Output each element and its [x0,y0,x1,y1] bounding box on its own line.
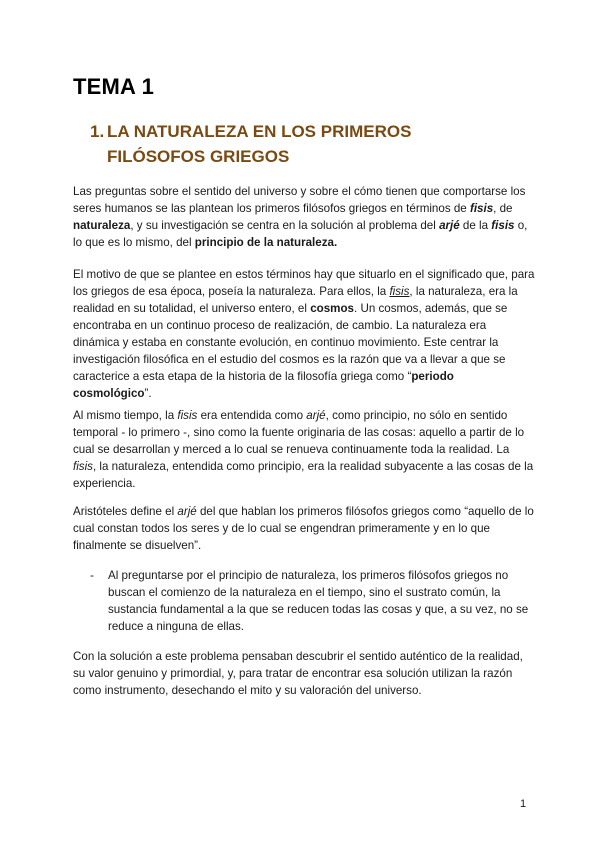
text-run: era entendida como [197,409,307,422]
text-run: Con la solución a este problema pensaban descubrir el sentido auténtico de la realidad, su valor genuino y primordial, y, para tratar de encontrar esa solución utilizan la razón como instrumento, desechando el mito y su valoración del universo. [73,650,523,697]
section-heading [90,119,510,169]
emphasis-term: fisis [491,219,515,232]
paragraph-5 [73,648,535,699]
emphasis-term: arjé [177,505,197,518]
text-run: Al mismo tiempo, la [73,409,178,422]
paragraph-2 [73,266,535,402]
emphasis-term: arjé [306,409,326,422]
section-title-line2: FILÓSOFOS GRIEGOS [107,147,290,166]
section-title-line1: LA NATURALEZA EN LOS PRIMEROS [107,122,412,141]
paragraph-1 [73,183,535,251]
text-run: . Un cosmos, además, que se encontraba en un continuo proceso de realización, de cambio. La naturaleza era dinámica y estaba en constante evolución, en continuo movimiento. Este centrar la investigación filosófica en el estudio del cosmos es la razón que va a llevar a que se caracterice a esta etapa de la historia de la filosofía griega como “ [73,302,508,383]
emphasis-term: fisis [177,409,198,422]
text-run: , y su investigación se centra en la solución al problema del [130,219,440,232]
text-run: , la naturaleza, era la realidad en su totalidad, el universo entero, el [73,285,518,315]
list-item [90,567,535,635]
bold-term: cosmos [310,302,355,315]
text-run: ”. [144,387,152,400]
bold-term: naturaleza [73,219,131,232]
page-title: TEMA 1 [73,74,155,99]
text-run: Aristóteles define el [73,505,178,518]
page-number: 1 [520,798,527,810]
emphasis-term: fisis [389,285,410,298]
text-run: , la naturaleza, entendida como principio, era la realidad subyacente a las cosas de la experiencia. [73,460,534,490]
emphasis-term: arjé [439,219,460,232]
text-run: , de [493,202,513,215]
text-run: El motivo de que se plantee en estos términos hay que situarlo en el significado que, para los griegos de esa época, poseía la naturaleza. Para ellos, la [73,268,535,298]
text-run: de la [459,219,492,232]
list-dash: - [90,569,94,582]
bold-term: principio de la naturaleza. [194,236,338,249]
text-run: Las preguntas sobre el sentido del universo y sobre el cómo tienen que comportarse los seres humanos se las plantean los primeros filósofos griegos en términos de [73,185,526,215]
section-number: 1. [90,122,105,141]
bold-term: periodo cosmológico [73,370,454,400]
paragraph-4 [73,503,535,554]
text-run: , como principio, no sólo en sentido temporal - lo primero -, sino como la fuente originaria de las cosas: aquello a partir de lo cual se desarrollan y merced a lo cual se renueva continuamente toda la realidad. La [73,409,525,456]
emphasis-term: fisis [469,202,494,215]
list-item-text: Al preguntarse por el principio de naturaleza, los primeros filósofos griegos no buscan el comienzo de la naturaleza en el tiempo, sino el sustrato común, la sustancia fundamental a la que se reducen todas las cosas y que, a su vez, no se reduce a ninguna de ellas. [108,569,529,633]
text-run: del que hablan los primeros filósofos griegos como “aquello de lo cual constan todos los seres y de lo cual se engendran primeramente y en lo que finalmente se disuelven”. [73,505,534,552]
paragraph-3 [73,407,535,492]
emphasis-term: fisis [73,460,93,473]
text-run: o, lo que es lo mismo, del [73,219,528,249]
